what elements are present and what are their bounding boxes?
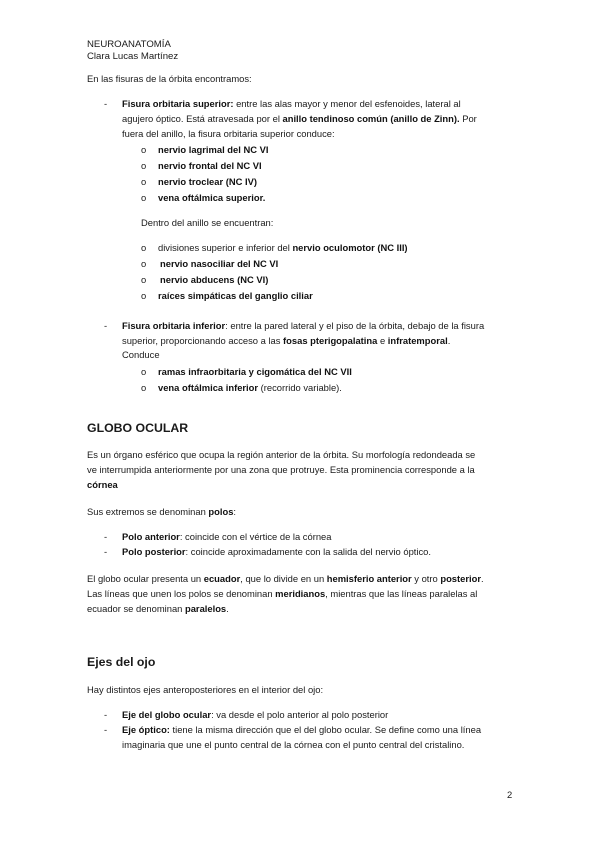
list-dash: - xyxy=(104,546,108,557)
list-dash: - xyxy=(104,98,108,109)
list-bullet: o xyxy=(141,176,147,187)
list-item: raíces simpáticas del ganglio ciliar xyxy=(158,290,313,301)
paragraph-line: Hay distintos ejes anteroposteriores en el interior del ojo: xyxy=(87,684,324,695)
list-item-line: Conduce xyxy=(122,349,160,360)
list-bullet: o xyxy=(141,144,147,155)
list-bullet: o xyxy=(141,366,147,377)
paragraph-line: ecuador se denominan paralelos. xyxy=(87,603,229,614)
list-item: Polo posterior: coincide aproximadamente con la salida del nervio óptico. xyxy=(122,546,431,557)
list-item-line: superior, proporcionando acceso a las fosas pterigopalatina e infratemporal. xyxy=(122,335,451,346)
list-bullet: o xyxy=(141,160,147,171)
paragraph-line: córnea xyxy=(87,479,118,490)
list-item: nervio frontal del NC VI xyxy=(158,160,262,171)
paragraph-line: Es un órgano esférico que ocupa la región anterior de la órbita. Su morfología redondeada se xyxy=(87,449,476,460)
list-dash: - xyxy=(104,531,108,542)
list-item: Polo anterior: coincide con el vértice de la córnea xyxy=(122,531,332,542)
header-course: NEUROANATOMÍA xyxy=(87,39,171,50)
list-item: nervio abducens (NC VI) xyxy=(160,274,269,285)
list-bullet: o xyxy=(141,274,147,285)
list-item-line: imaginaria que une el punto central de la córnea con el punto central del cristalino. xyxy=(122,739,465,750)
list-item: Fisura orbitaria inferior: entre la pared lateral y el piso de la órbita, debajo de la fisura xyxy=(122,320,485,331)
list-item: Fisura orbitaria superior: entre las alas mayor y menor del esfenoides, lateral al xyxy=(122,98,461,109)
paragraph-line: Las líneas que unen los polos se denominan meridianos, mientras que las líneas paralelas al xyxy=(87,588,478,599)
sub-heading: Dentro del anillo se encuentran: xyxy=(141,217,274,228)
list-dash: - xyxy=(104,724,108,735)
list-item: nervio troclear (NC IV) xyxy=(158,176,257,187)
paragraph-line: Sus extremos se denominan polos: xyxy=(87,506,237,517)
intro-text: En las fisuras de la órbita encontramos: xyxy=(87,73,252,84)
list-item: vena oftálmica inferior (recorrido variable). xyxy=(158,382,342,393)
list-item: Eje óptico: tiene la misma dirección que el del globo ocular. Se define como una línea xyxy=(122,724,482,735)
list-dash: - xyxy=(104,709,108,720)
paragraph-line: ve interrumpida anteriormente por una zona que protruye. Esta prominencia corresponde a la xyxy=(87,464,475,475)
list-item: nervio lagrimal del NC VI xyxy=(158,144,269,155)
list-bullet: o xyxy=(141,290,147,301)
list-item: vena oftálmica superior. xyxy=(158,192,266,203)
list-item: divisiones superior e inferior del nervio oculomotor (NC III) xyxy=(158,242,408,253)
list-dash: - xyxy=(104,320,108,331)
list-item: nervio nasociliar del NC VI xyxy=(160,258,279,269)
list-item-line: agujero óptico. Está atravesada por el anillo tendinoso común (anillo de Zinn). Por xyxy=(122,113,477,124)
list-item: Eje del globo ocular: va desde el polo anterior al polo posterior xyxy=(122,709,389,720)
header-author: Clara Lucas Martínez xyxy=(87,51,179,62)
page-number: 2 xyxy=(507,789,513,800)
section-heading: GLOBO OCULAR xyxy=(87,421,189,435)
list-bullet: o xyxy=(141,382,147,393)
list-bullet: o xyxy=(141,258,147,269)
list-bullet: o xyxy=(141,242,147,253)
list-item: ramas infraorbitaria y cigomática del NC VII xyxy=(158,366,352,377)
subsection-heading: Ejes del ojo xyxy=(87,655,156,669)
list-item-line: fuera del anillo, la fisura orbitaria superior conduce: xyxy=(122,128,335,139)
list-bullet: o xyxy=(141,192,147,203)
paragraph-line: El globo ocular presenta un ecuador, que lo divide en un hemisferio anterior y otro posterior. xyxy=(87,573,484,584)
